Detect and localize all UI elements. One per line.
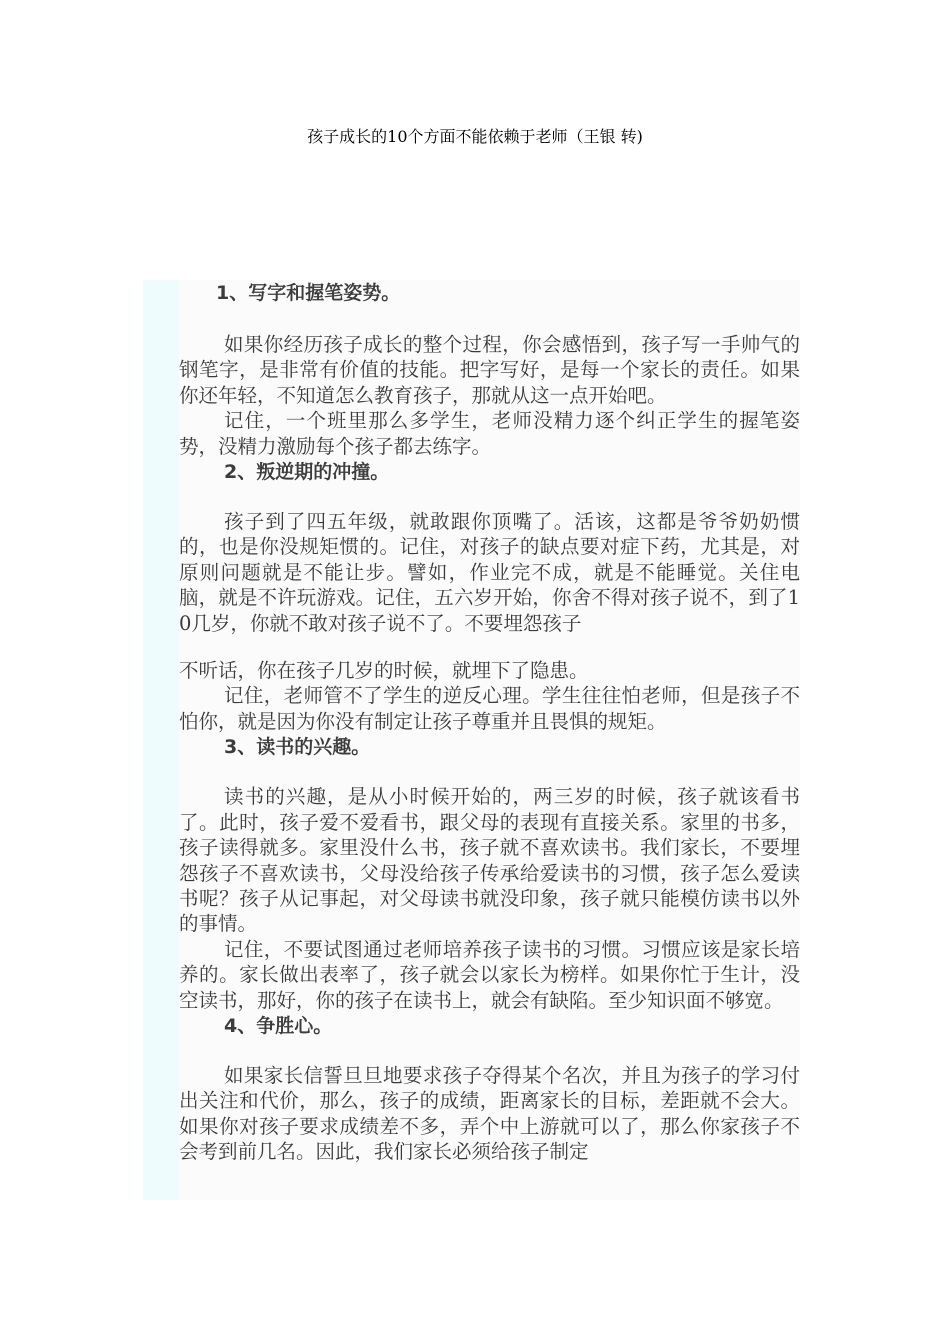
section-gap xyxy=(179,308,800,332)
section-heading-2: 2、叛逆期的冲撞。 xyxy=(224,461,390,484)
left-margin-strip xyxy=(143,280,179,1200)
section-gap xyxy=(179,485,800,509)
section-heading-3: 3、读书的兴趣。 xyxy=(224,736,371,759)
section-1-paragraph-1: 如果你经历孩子成长的整个过程，你会感悟到，孩子写一手帅气的钢笔字，是非常有价值的技能。把字写好，是每一个家长的责任。如果你还年轻，不知道怎么教育孩子，那就从这一点开始吧。 xyxy=(179,333,800,407)
section-3-paragraph-2: 记住，不要试图通过老师培养孩子读书的习惯。习惯应该是家长培养的。家长做出表率了，孩子就会以家长为榜样。如果你忙于生计，没空读书，那好，你的孩子在读书上，就会有缺陷。至少知识面不够宽。 xyxy=(179,937,800,1012)
section-3-paragraph-1: 读书的兴趣，是从小时候开始的，两三岁的时候，孩子就该看书了。此时，孩子爱不爱看书，跟父母的表现有直接关系。家里的书多，孩子读得就多。家里没什么书，孩子就不喜欢读书。我们家长，不要埋怨孩子不喜欢读书，父母没给孩子传承给爱读书的习惯，孩子怎么爱读书呢？孩子从记事起，对父母读书就没印象，孩子就只能模仿读书以外的事情。 xyxy=(179,785,800,936)
document-title: 孩子成长的10个方面不能依赖于老师（王银 转) xyxy=(307,127,643,146)
section-heading-4: 4、争胜心。 xyxy=(224,1014,333,1037)
section-2-paragraph-2: 不听话，你在孩子几岁的时候，就埋下了隐患。 xyxy=(179,659,589,683)
section-heading-1: 1、写字和握笔姿势。 xyxy=(216,282,401,304)
section-2-paragraph-1: 孩子到了四五年级，就敢跟你顶嘴了。活该，这都是爷爷奶奶惯的，也是你没规矩惯的。记住，对孩子的缺点要对症下药，尤其是，对原则问题就是不能让步。譬如，作业完不成，就是不能睡觉。关住电脑，就是不许玩游戏。记住，五六岁开始，你舍不得对孩子说不，到了10几岁，你就不敢对孩子说不了。不要埋怨孩子 xyxy=(179,510,800,635)
section-1-paragraph-2: 记住，一个班里那么多学生，老师没精力逐个纠正学生的握笔姿势，没精力激励每个孩子都去练字。 xyxy=(179,409,800,458)
section-4-paragraph-1: 如果家长信誓旦旦地要求孩子夺得某个名次，并且为孩子的学习付出关注和代价，那么，孩子的成绩，距离家长的目标，差距就不会大。如果你对孩子要求成绩差不多，弄个中上游就可以了，那么你家孩子不会考到前几名。因此，我们家长必须给孩子制定 xyxy=(179,1063,800,1164)
article-body xyxy=(179,278,800,1165)
section-gap xyxy=(179,1039,800,1063)
paragraph-break xyxy=(179,636,800,658)
section-2-paragraph-3: 记住，老师管不了学生的逆反心理。学生往往怕老师，但是孩子不怕你，就是因为你没有制定让孩子尊重并且畏惧的规矩。 xyxy=(179,684,800,733)
section-gap xyxy=(179,760,800,784)
